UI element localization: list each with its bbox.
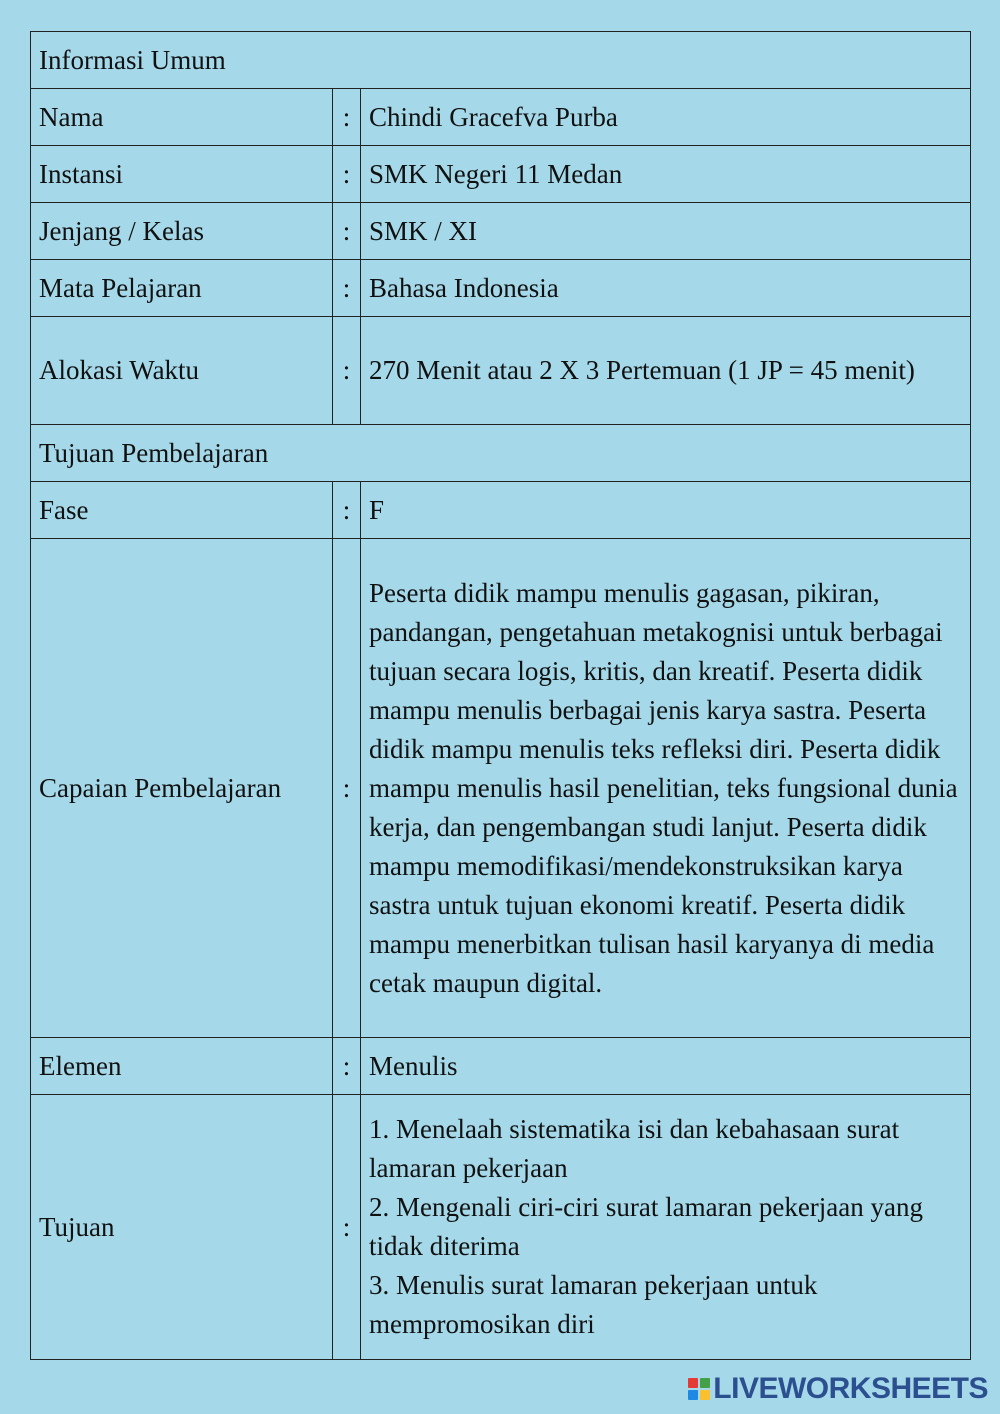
value-jenjang-kelas: SMK / XI — [361, 203, 971, 260]
brand-text: LIVEWORKSHEETS — [713, 1372, 988, 1405]
colon: : — [333, 1095, 361, 1360]
row-instansi — [31, 146, 971, 203]
label-jenjang-kelas: Jenjang / Kelas — [31, 203, 333, 260]
label-fase: Fase — [31, 482, 333, 539]
row-nama — [31, 89, 971, 146]
value-elemen: Menulis — [361, 1038, 971, 1095]
colon: : — [333, 482, 361, 539]
row-alokasi-waktu — [31, 317, 971, 425]
colon: : — [333, 260, 361, 317]
colon: : — [333, 146, 361, 203]
value-instansi: SMK Negeri 11 Medan — [361, 146, 971, 203]
label-mata-pelajaran: Mata Pelajaran — [31, 260, 333, 317]
row-elemen — [31, 1038, 971, 1095]
section-title-tujuan-pembelajaran: Tujuan Pembelajaran — [31, 425, 971, 482]
label-nama: Nama — [31, 89, 333, 146]
label-capaian-pembelajaran: Capaian Pembelajaran — [31, 539, 333, 1038]
value-nama: Chindi Gracefva Purba — [361, 89, 971, 146]
logo-square-yellow — [700, 1390, 710, 1400]
info-table — [30, 31, 971, 1360]
row-jenjang-kelas — [31, 203, 971, 260]
row-mata-pelajaran — [31, 260, 971, 317]
value-tujuan — [361, 1095, 971, 1360]
tujuan-item-3: 3. Menulis surat lamaran pekerjaan untuk mempromosikan diri — [369, 1270, 818, 1339]
colon: : — [333, 1038, 361, 1095]
label-instansi: Instansi — [31, 146, 333, 203]
tujuan-item-2: 2. Mengenali ciri-ciri surat lamaran pekerjaan yang tidak diterima — [369, 1192, 924, 1261]
value-fase: F — [361, 482, 971, 539]
colon: : — [333, 317, 361, 425]
logo-square-green — [700, 1378, 710, 1388]
section-header-row — [31, 425, 971, 482]
row-fase — [31, 482, 971, 539]
value-capaian-pembelajaran: Peserta didik mampu menulis gagasan, pikiran, pandangan, pengetahuan metakognisi untuk berbagai tujuan secara logis, kritis, dan kreatif. Peserta didik mampu menulis berbagai jenis karya sastra. Peserta didik mampu menulis teks refleksi diri. Peserta didik mampu menulis hasil penelitian, teks fungsional dunia kerja, dan pengembangan studi lanjut. Peserta didik mampu memodifikasi/mendekonstruksikan karya sastra untuk tujuan ekonomi kreatif. Peserta didik mampu menerbitkan tulisan hasil karyanya di media cetak maupun digital. — [361, 539, 971, 1038]
label-elemen: Elemen — [31, 1038, 333, 1095]
label-tujuan: Tujuan — [31, 1095, 333, 1360]
colon: : — [333, 89, 361, 146]
label-alokasi-waktu: Alokasi Waktu — [31, 317, 333, 425]
section-title-informasi-umum: Informasi Umum — [31, 32, 971, 89]
row-tujuan — [31, 1095, 971, 1360]
value-alokasi-waktu: 270 Menit atau 2 X 3 Pertemuan (1 JP = 45 menit) — [361, 317, 971, 425]
colon: : — [333, 203, 361, 260]
liveworksheets-logo-icon — [688, 1378, 710, 1400]
logo-square-blue — [688, 1390, 698, 1400]
colon: : — [333, 539, 361, 1038]
value-mata-pelajaran: Bahasa Indonesia — [361, 260, 971, 317]
section-header-row — [31, 32, 971, 89]
logo-square-red — [688, 1378, 698, 1388]
row-capaian-pembelajaran — [31, 539, 971, 1038]
tujuan-item-1: 1. Menelaah sistematika isi dan kebahasaan surat lamaran pekerjaan — [369, 1114, 900, 1183]
liveworksheets-brand — [688, 1372, 988, 1406]
